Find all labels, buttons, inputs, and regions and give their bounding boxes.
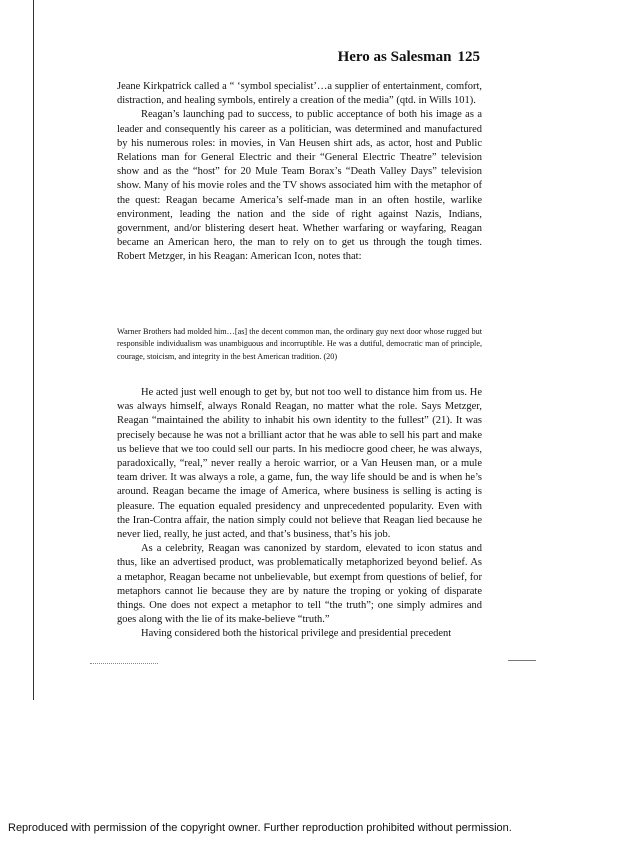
running-title: Hero as Salesman (337, 49, 452, 65)
body-text-bottom (117, 386, 482, 642)
body-text-top (117, 80, 482, 265)
scan-artifact-right (508, 660, 536, 661)
block-quote: Warner Brothers had molded him…[as] the decent common man, the ordinary guy next door whose rugged but responsible individualism was unambiguous and incorruptible. He was a dutiful, democratic man of principle, courage, stoicism, and integrity in the best American tradition. (20) (117, 327, 482, 361)
paragraph-celebrity: As a celebrity, Reagan was canonized by stardom, elevated to icon status and thus, like an advertised product, was problematically metaphorized beyond belief. As a metaphor, Reagan became not unbelievable, but exempt from questions of belief, for metaphors cannot lie because they are by nature the troping or yoking of disparate things. One does not expect a metaphor to tell “the truth”; one simply admires and goes along with the lie of its make-believe “truth.” (117, 543, 482, 626)
paragraph-launching-pad: Reagan’s launching pad to success, to public acceptance of both his image as a leader and consequently his career as a politician, was determined and manufactured by his numerous roles: in movies, in Van Heusen shirt ads, as actor, host and Public Relations man for General Electric and their “General Electric Theatre” television show and as the “host” for 20 Mule Team Borax’s “Death Valley Days” television show. Many of his movie roles and the TV shows associated him with the metaphor of the quest: Reagan became America’s self-made man in an often hostile, warlike environment, leading the nation and the side of right against Nazis, Indians, government, and/or blistering desert heat. Whether warfaring or wayfaring, Reagan became an American hero, the man to rely on to get us through the tough times. Robert Metzger, in his Reagan: American Icon, notes that: (117, 109, 482, 263)
paragraph-acted: He acted just well enough to get by, but not too well to distance him from us. He was always himself, always Ronald Reagan, no matter what the role. Says Metzger, Reagan “maintained the ability to inhabit his own identity to the fullest” (21). It was precisely because he was not a brilliant actor that he was able to sell his part and make us believe that we too could sell our parts. In his mediocre good cheer, he was always, paradoxically, “real,” never really a heroic warrior, or a Van Heusen man, or a mule team driver. It was always a role, a game, fun, the way life should be and is when he’s around. Reagan became the image of America, where business is selling is acting is pleasure. The equation equaled presidency and unprecedented popularity. Even with the Iran-Contra affair, the nation simply could not believe that Reagan lied because he never lied, really, he just acted, and that’s business, that’s his job. (117, 387, 482, 541)
paragraph-kirkpatrick: Jeane Kirkpatrick called a “ ‘symbol specialist’…a supplier of entertainment, comfort, distraction, and healing symbols, entirely a creation of the media” (qtd. in Wills 101). (117, 81, 482, 107)
page-number: 125 (457, 49, 480, 65)
scan-artifact-left (90, 663, 158, 664)
running-header (338, 49, 480, 66)
scan-margin-rule (33, 0, 34, 700)
reproduction-notice: Reproduced with permission of the copyright owner. Further reproduction prohibited without permission. (8, 822, 512, 834)
paragraph-having-considered: Having considered both the historical privilege and presidential precedent (141, 628, 452, 640)
